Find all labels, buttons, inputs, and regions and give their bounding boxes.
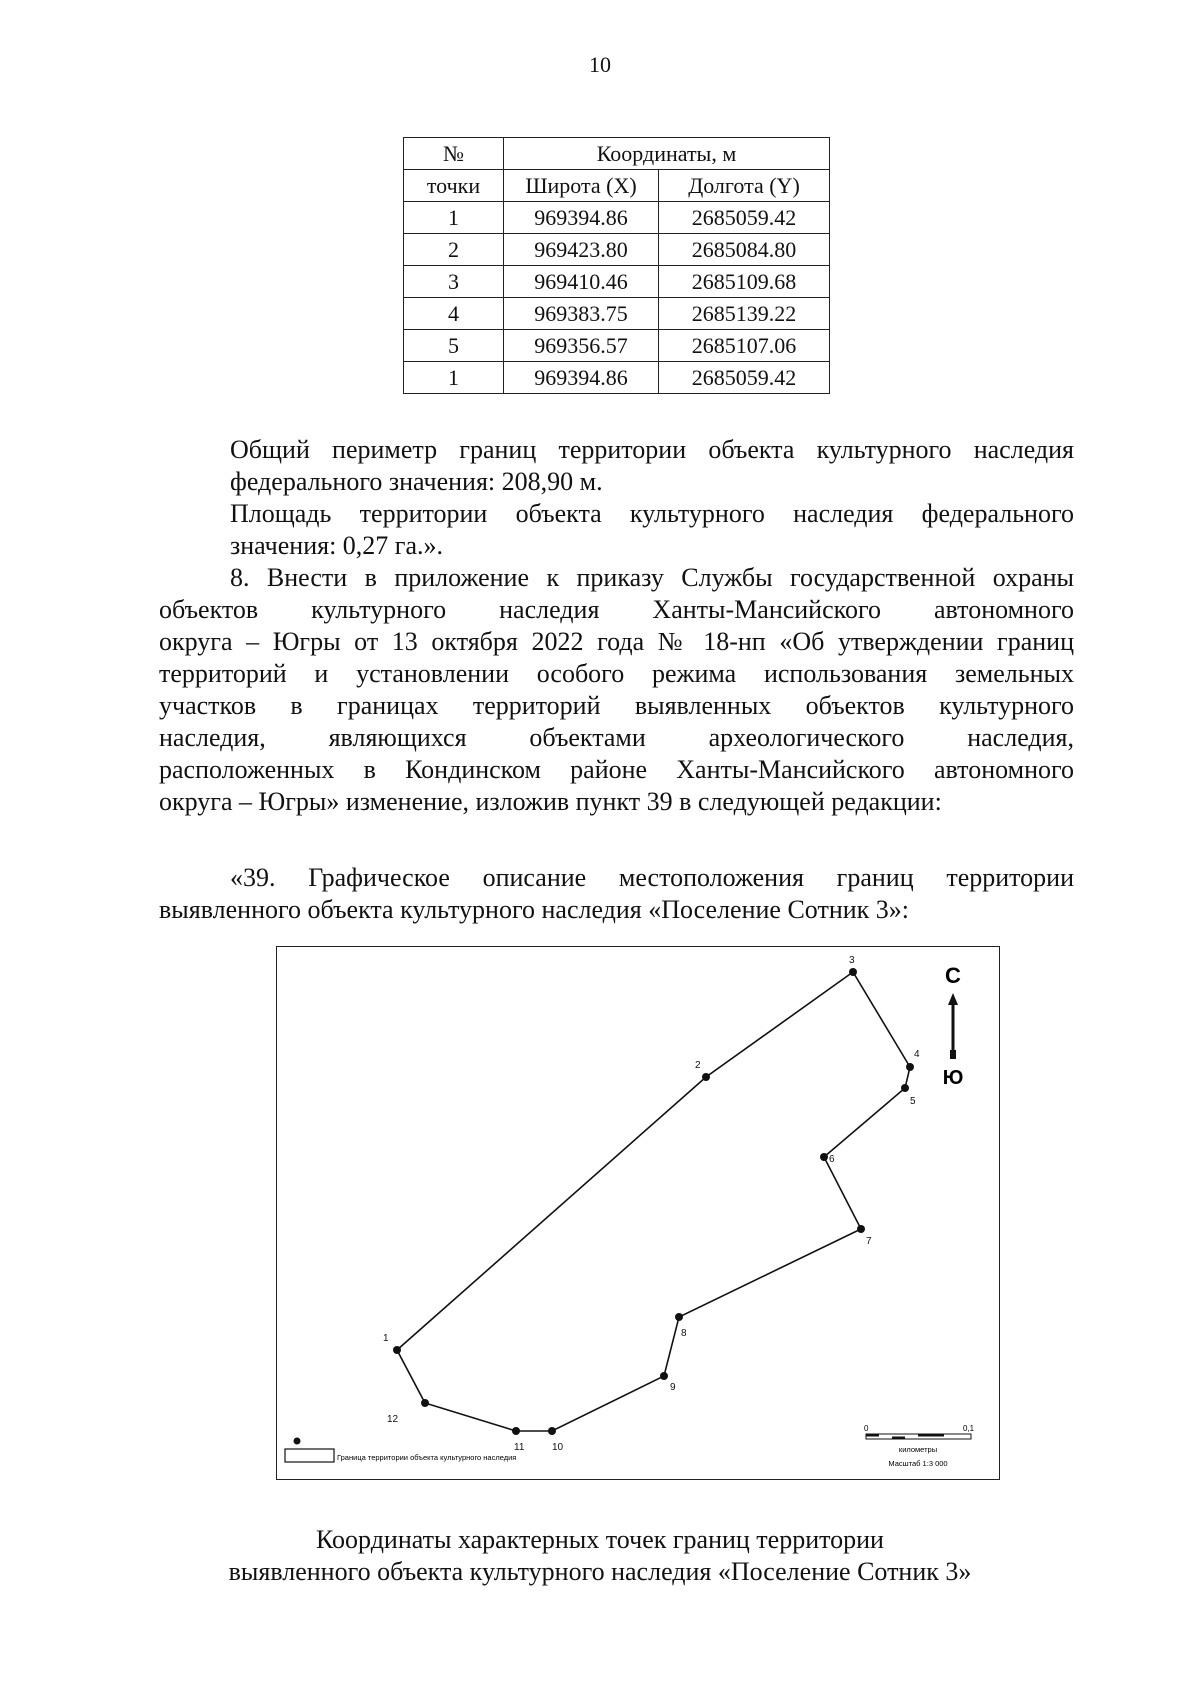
header-point-num: №	[404, 138, 504, 170]
text-line: расположенных в Кондинском районе Ханты-Мансийского автономного	[159, 755, 1074, 784]
map-point-label-10: 10	[552, 1442, 564, 1453]
text-line: наследия, являющихся объектами археологического наследия,	[159, 723, 1074, 752]
page-number: 10	[589, 52, 611, 77]
table-row	[404, 234, 830, 266]
scale-text: Масштаб 1:3 000	[888, 1459, 948, 1468]
map-point-label-2: 2	[695, 1060, 701, 1071]
map-point-label-11: 11	[514, 1442, 525, 1453]
cell-x: 969394.86	[504, 202, 659, 234]
header-point-label: точки	[404, 170, 504, 202]
table-subheader-row	[404, 170, 830, 202]
header-coordinates: Координаты, м	[504, 138, 830, 170]
text-line: федерального значения: 208,90 м.	[230, 467, 603, 496]
map-point-label-1: 1	[383, 1333, 389, 1344]
map-legend	[285, 1438, 516, 1463]
text-line: выявленного объекта культурного наследия «Поселение Сотник 3»:	[159, 895, 910, 924]
map-point-7	[857, 1225, 865, 1233]
scale-bar	[864, 1424, 975, 1468]
cell-y: 2685084.80	[659, 234, 830, 266]
text-line: значения: 0,27 га.».	[230, 531, 444, 560]
cell-point: 4	[404, 298, 504, 330]
cell-x: 969383.75	[504, 298, 659, 330]
cell-x: 969423.80	[504, 234, 659, 266]
coordinates-table	[403, 137, 830, 394]
cell-y: 2685059.42	[659, 202, 830, 234]
table-row	[404, 266, 830, 298]
cell-x: 969410.46	[504, 266, 659, 298]
cell-y: 2685107.06	[659, 330, 830, 362]
text-line: 8. Внести в приложение к приказу Службы государственной охраны	[230, 563, 1074, 592]
cell-point: 1	[404, 202, 504, 234]
text-line: округа – Югры» изменение, изложив пункт 39 в следующей редакции:	[159, 787, 942, 816]
cell-x: 969394.86	[504, 362, 659, 394]
cell-x: 969356.57	[504, 330, 659, 362]
boundary-polygon	[397, 972, 910, 1431]
table-row	[404, 202, 830, 234]
header-longitude: Долгота (Y)	[659, 170, 830, 202]
north-label: С	[945, 963, 961, 988]
caption-line-1: Координаты характерных точек границ территории	[316, 1525, 884, 1554]
text-line: объектов культурного наследия Ханты-Мансийского автономного	[159, 595, 1074, 624]
scale-start: 0	[864, 1424, 869, 1433]
map-drawing	[277, 947, 999, 1479]
cell-point: 2	[404, 234, 504, 266]
map-point-label-7: 7	[866, 1236, 872, 1247]
point-labels	[383, 955, 920, 1453]
map-point-4	[906, 1063, 914, 1071]
map-point-3	[849, 968, 857, 976]
map-point-label-6: 6	[829, 1154, 835, 1165]
map-point-2	[702, 1073, 710, 1081]
scale-end: 0,1	[963, 1424, 975, 1433]
legend-point-icon	[294, 1438, 301, 1445]
cell-y: 2685059.42	[659, 362, 830, 394]
cell-point: 1	[404, 362, 504, 394]
legend-boundary-swatch	[285, 1449, 334, 1462]
map-point-label-8: 8	[681, 1328, 687, 1339]
table-header-row	[404, 138, 830, 170]
text-line: участков в границах территорий выявленных объектов культурного	[159, 691, 1074, 720]
map-point-11	[512, 1427, 520, 1435]
caption-line-2: выявленного объекта культурного наследия «Поселение Сотник 3»	[228, 1557, 972, 1586]
perimeter-paragraph	[159, 434, 1074, 498]
map-point-5	[901, 1084, 909, 1092]
cell-point: 3	[404, 266, 504, 298]
text-line: «39. Графическое описание местоположения границ территории	[230, 863, 1074, 892]
north-arrow	[943, 963, 964, 1089]
cell-point: 5	[404, 330, 504, 362]
text-line: Общий периметр границ территории объекта культурного наследия	[230, 435, 1074, 464]
boundary-map	[276, 946, 1000, 1480]
map-point-1	[393, 1346, 401, 1354]
cell-y: 2685109.68	[659, 266, 830, 298]
legend-label: Граница территории объекта культурного наследия	[337, 1453, 517, 1462]
map-point-12	[421, 1399, 429, 1407]
map-point-6	[820, 1153, 828, 1161]
map-point-label-3: 3	[849, 955, 855, 966]
item-8-paragraph	[159, 562, 1074, 818]
text-line: территорий и установлении особого режима использования земельных	[159, 659, 1074, 688]
header-latitude: Широта (X)	[504, 170, 659, 202]
text-line: Площадь территории объекта культурного наследия федерального	[230, 499, 1074, 528]
cell-y: 2685139.22	[659, 298, 830, 330]
map-point-8	[675, 1313, 683, 1321]
map-point-label-12: 12	[387, 1414, 399, 1425]
boundary-points	[393, 968, 914, 1435]
map-point-label-4: 4	[914, 1049, 920, 1060]
south-label: Ю	[942, 1067, 964, 1089]
item-39-paragraph	[159, 862, 1074, 926]
area-paragraph	[159, 498, 1074, 562]
map-point-9	[660, 1372, 668, 1380]
text-line: округа – Югры от 13 октября 2022 года № 18-нп «Об утверждении границ	[159, 627, 1074, 656]
table-row	[404, 362, 830, 394]
table-row	[404, 298, 830, 330]
map-point-10	[548, 1427, 556, 1435]
map-point-label-5: 5	[910, 1096, 916, 1107]
map-point-label-9: 9	[670, 1382, 676, 1393]
table-row	[404, 330, 830, 362]
scale-unit: километры	[898, 1445, 938, 1454]
